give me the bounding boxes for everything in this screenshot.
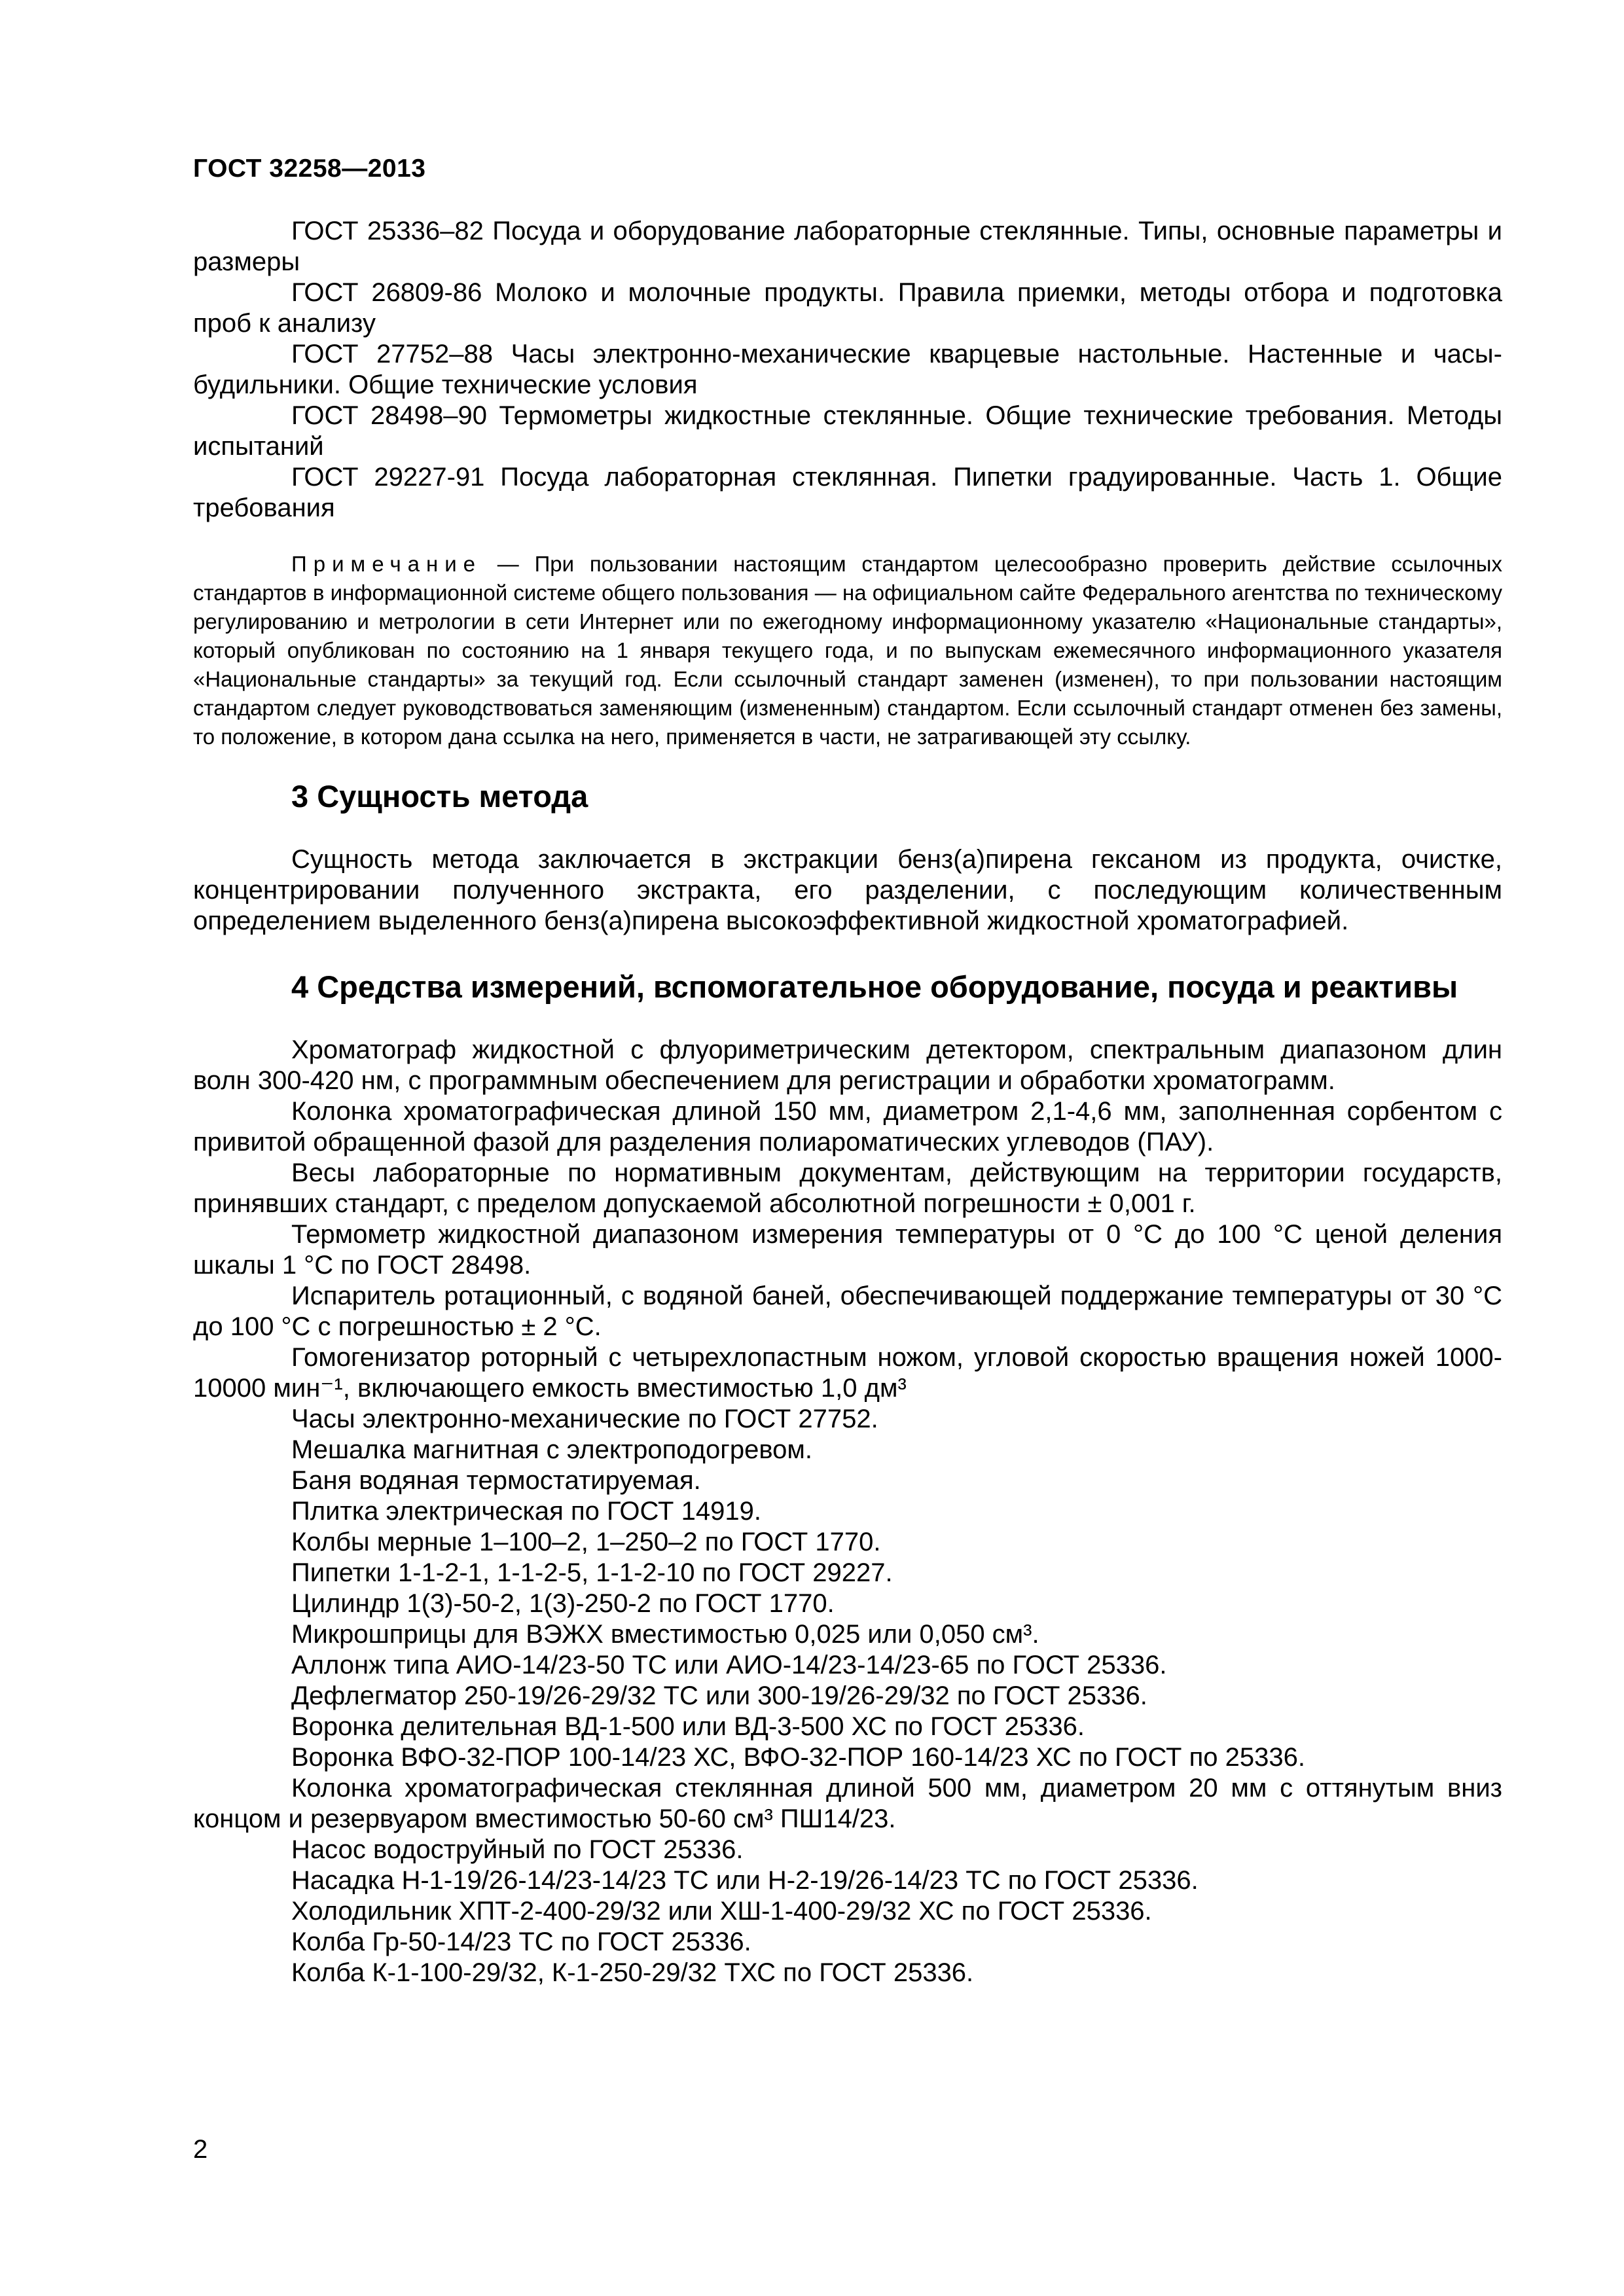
equipment-item: Насос водоструйный по ГОСТ 25336. [291, 1835, 744, 1864]
section-4 [193, 968, 1502, 1988]
equipment-item: Пипетки 1-1-2-1, 1-1-2-5, 1-1-2-10 по ГОСТ 29227. [291, 1558, 893, 1587]
equipment-item: Воронка ВФО-32-ПОР 100-14/23 ХС, ВФО-32-ПОР 160-14/23 ХС по ГОСТ по 25336. [291, 1743, 1305, 1772]
equipment-item: Цилиндр 1(3)-50-2, 1(3)-250-2 по ГОСТ 1770. [291, 1589, 835, 1618]
equipment-item: Холодильник ХПТ-2-400-29/32 или ХШ-1-400-29/32 ХС по ГОСТ 25336. [291, 1897, 1152, 1926]
equipment-item: Баня водяная термостатируемая. [291, 1466, 701, 1495]
reference-item: ГОСТ 27752–88 Часы электронно-механические кварцевые настольные. Настенные и часы-будильники. Общие технические условия [193, 340, 1502, 399]
equipment-item: Микрошприцы для ВЭЖХ вместимостью 0,025 или 0,050 см³. [291, 1620, 1039, 1649]
equipment-item: Испаритель ротационный, с водяной баней, обеспечивающей поддержание температуры от 30 °С до 100 °С с погрешностью ± 2 °С. [193, 1282, 1502, 1341]
equipment-item: Хроматограф жидкостной с флуориметрическим детектором, спектральным диапазоном длин волн 300-420 нм, с программным обеспечением для регистрации и обработки хроматограмм. [193, 1035, 1502, 1095]
document-header: ГОСТ 32258—2013 [193, 154, 426, 183]
equipment-item: Колба Гр-50-14/23 ТС по ГОСТ 25336. [291, 1928, 751, 1956]
section-4-heading: 4 Средства измерений, вспомогательное оборудование, посуда и реактивы [291, 969, 1458, 1004]
equipment-item: Колбы мерные 1–100–2, 1–250–2 по ГОСТ 1770. [291, 1528, 881, 1556]
equipment-item: Колонка хроматографическая стеклянная длиной 500 мм, диаметром 20 мм с оттянутым вниз концом и резервуаром вместимостью 50-60 см³ ПШ14/23. [193, 1774, 1502, 1833]
equipment-item: Весы лабораторные по нормативным документам, действующим на территории государств, принявших стандарт, с пределом допускаемой абсолютной погрешности ± 0,001 г. [193, 1158, 1502, 1218]
equipment-list [193, 1035, 1502, 1988]
equipment-item: Насадка Н-1-19/26-14/23-14/23 ТС или Н-2-19/26-14/23 ТС по ГОСТ 25336. [291, 1866, 1199, 1895]
section-3 [193, 778, 1502, 937]
equipment-item: Часы электронно-механические по ГОСТ 27752. [291, 1405, 878, 1433]
section-3-heading: 3 Сущность метода [291, 779, 588, 814]
equipment-item: Термометр жидкостной диапазоном измерения температуры от 0 °С до 100 °С ценой деления шкалы 1 °С по ГОСТ 28498. [193, 1220, 1502, 1280]
equipment-item: Плитка электрическая по ГОСТ 14919. [291, 1497, 761, 1526]
note-label: Примечание [291, 552, 482, 576]
normative-references [193, 216, 1502, 524]
equipment-item: Колонка хроматографическая длиной 150 мм, диаметром 2,1-4,6 мм, заполненная сорбентом с привитой обращенной фазой для разделения полиароматических углеводов (ПАУ). [193, 1097, 1502, 1157]
equipment-item: Воронка делительная ВД-1-500 или ВД-3-500 ХС по ГОСТ 25336. [291, 1712, 1085, 1741]
equipment-item: Колба К-1-100-29/32, К-1-250-29/32 ТХС по ГОСТ 25336. [291, 1958, 974, 1987]
reference-item: ГОСТ 26809-86 Молоко и молочные продукты. Правила приемки, методы отбора и подготовка проб к анализу [193, 278, 1502, 338]
reference-item: ГОСТ 28498–90 Термометры жидкостные стеклянные. Общие технические требования. Методы испытаний [193, 401, 1502, 461]
equipment-item: Мешалка магнитная с электроподогревом. [291, 1435, 812, 1464]
equipment-item: Дефлегматор 250-19/26-29/32 ТС или 300-19/26-29/32 по ГОСТ 25336. [291, 1681, 1147, 1710]
section-3-text: Сущность метода заключается в экстракции бенз(а)пирена гексаном из продукта, очистке, концентрировании полученного экстракта, его разделении, с последующим количественным определением выделенного бенз(а)пирена высокоэффективной жидкостной хроматографией. [193, 845, 1502, 935]
reference-item: ГОСТ 25336–82 Посуда и оборудование лабораторные стеклянные. Типы, основные параметры и размеры [193, 217, 1502, 276]
note-text: — При пользовании настоящим стандартом целесообразно проверить действие ссылочных стандартов в информационной системе общего пользования — на официальном сайте Федерального агентства по техническому регулированию и метрологии в сети Интернет или по ежегодному информационному указателю «Национальные стандарты», который опубликован по состоянию на 1 января текущего года, и по выпускам ежемесячного информационного указателя «Национальные стандарты» за текущий год. Если ссылочный стандарт заменен (изменен), то при пользовании настоящим стандартом следует руководствоваться заменяющим (измененным) стандартом. Если ссылочный стандарт отменен без замены, то положение, в котором дана ссылка на него, применяется в части, не затрагивающей эту ссылку. [193, 552, 1502, 749]
page-number: 2 [193, 2135, 208, 2164]
reference-item: ГОСТ 29227-91 Посуда лабораторная стеклянная. Пипетки градуированные. Часть 1. Общие требования [193, 463, 1502, 522]
equipment-item: Гомогенизатор роторный с четырехлопастным ножом, угловой скоростью вращения ножей 1000-10000 мин⁻¹, включающего емкость вместимостью 1,0 дм³ [193, 1343, 1502, 1403]
page-content [193, 216, 1502, 1988]
equipment-item: Аллонж типа АИО-14/23-50 ТС или АИО-14/23-14/23-65 по ГОСТ 25336. [291, 1651, 1167, 1679]
note-block [193, 550, 1502, 751]
